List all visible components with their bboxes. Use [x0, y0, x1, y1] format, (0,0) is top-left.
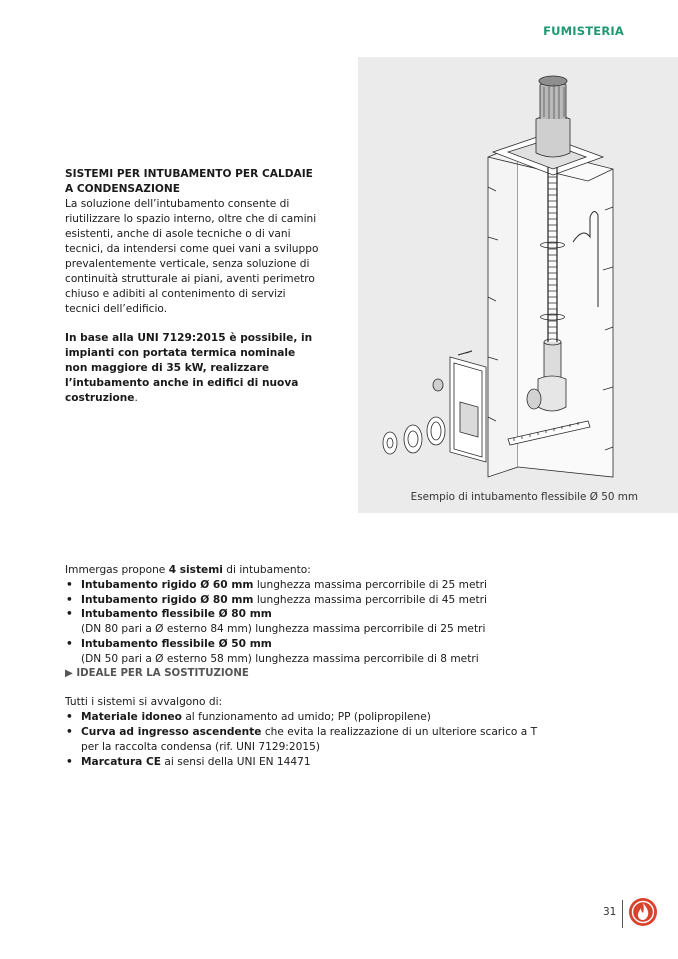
chimney-illustration — [358, 57, 678, 513]
list-item: • Intubamento flessibile Ø 50 mm (DN 50 pari a Ø esterno 58 mm) lunghezza massima percorribile di 8 metri — [65, 637, 625, 667]
features-list — [65, 710, 625, 769]
brand-flame-logo-icon — [628, 897, 658, 927]
intro-paragraph: La soluzione dell’intubamento consente di riutilizzare lo spazio interno, oltre che di camini esistenti, anche di asole tecniche o di vani tecnici, da intendersi come quei vani a sviluppo prevalentemente verticale, senza soluzione di continuità strutturale ai piani, aventi perimetro chiuso e adibiti al contenimento di servizi tecnici dell’edificio. — [65, 198, 319, 315]
list-item: • Materiale idoneo al funzionamento ad umido; PP (polipropilene) — [65, 710, 625, 725]
list-item: • Curva ad ingresso ascendente che evita la realizzazione di un ulteriore scarico a T per la raccolta condensa (rif. UNI 7129:2015) — [65, 725, 551, 755]
features-intro: Tutti i sistemi si avvalgono di: — [65, 696, 223, 709]
list-item: • Intubamento rigido Ø 80 mm lunghezza massima percorribile di 45 metri — [65, 593, 625, 608]
list-item: • Intubamento flessibile Ø 80 mm (DN 80 pari a Ø esterno 84 mm) lunghezza massima percorribile di 25 metri — [65, 607, 625, 637]
systems-intro: Immergas propone 4 sistemi di intubamento: — [65, 564, 311, 576]
page-number: 31 — [603, 906, 617, 918]
list-item: • Intubamento rigido Ø 60 mm lunghezza massima percorribile di 25 metri — [65, 578, 625, 593]
ideal-replacement-note: ▶ IDEALE PER LA SOSTITUZIONE — [65, 667, 249, 679]
intro-block — [65, 167, 320, 420]
systems-section — [65, 563, 625, 769]
footer-divider — [622, 900, 623, 928]
systems-list — [65, 578, 625, 667]
section-label: FUMISTERIA — [543, 24, 624, 38]
list-item: • Marcatura CE ai sensi della UNI EN 14471 — [65, 755, 625, 770]
figure-caption: Esempio di intubamento flessibile Ø 50 mm — [410, 491, 638, 503]
flue-system-drawing — [358, 57, 678, 513]
intro-heading: SISTEMI PER INTUBAMENTO PER CALDAIE A CONDENSAZIONE — [65, 168, 313, 195]
norm-statement: In base alla UNI 7129:2015 è possibile, in impianti con portata termica nominale non maggiore di 35 kW, realizzare l’intubamento anche in edifici di nuova costruzione. — [65, 332, 313, 404]
